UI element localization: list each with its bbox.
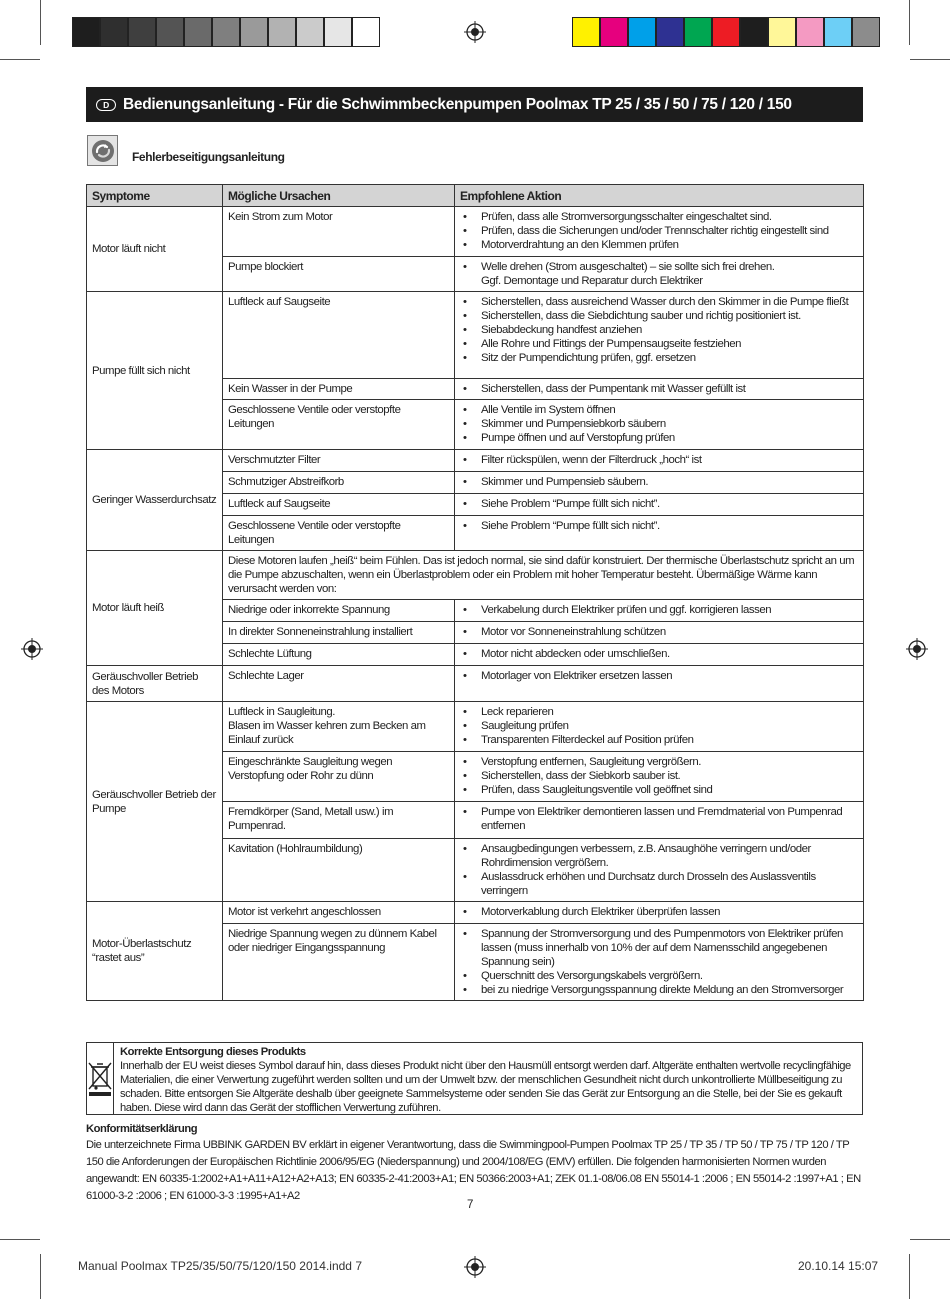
list-item: • Saugleitung prüfen (460, 719, 858, 733)
crop-mark (909, 0, 910, 45)
table-row (87, 207, 864, 257)
list-item: • bei zu niedrige Versorgungsspannung direkte Meldung an den Stromversorger (460, 983, 858, 997)
column-header-actions: Empfohlene Aktion (455, 185, 864, 207)
cause-cell: Niedrige Spannung wegen zu dünnem Kabel oder niedriger Eingangsspannung (223, 924, 455, 1001)
list-item: • Filter rückspülen, wenn der Filterdruck „hoch“ ist (460, 453, 858, 467)
cause-cell: Geschlossene Ventile oder verstopfte Leitungen (223, 400, 455, 450)
section-icon-box (87, 135, 118, 166)
disposal-icon-cell (87, 1043, 114, 1114)
color-patch (628, 17, 656, 47)
footer-date: 20.10.14 15:07 (798, 1259, 879, 1273)
color-patch (352, 17, 380, 47)
color-patch (100, 17, 128, 47)
list-item: • Sitz der Pumpendichtung prüfen, ggf. ersetzen (460, 351, 858, 365)
list-item: • Alle Rohre und Fittings der Pumpensaugseite festziehen (460, 337, 858, 351)
action-list (460, 260, 858, 288)
cause-cell: Verschmutzter Filter (223, 450, 455, 472)
list-item: • Sicherstellen, dass ausreichend Wasser durch den Skimmer in die Pumpe fließt (460, 295, 858, 309)
color-patch (572, 17, 600, 47)
table-row (87, 702, 864, 752)
crop-mark (40, 1254, 41, 1299)
action-cell (455, 644, 864, 666)
action-cell (455, 472, 864, 494)
list-item: • Sicherstellen, dass der Pumpentank mit Wasser gefüllt ist (460, 382, 858, 396)
action-list (460, 603, 858, 617)
column-header-causes: Mögliche Ursachen (223, 185, 455, 207)
conformity-title: Konformitätserklärung (86, 1123, 198, 1135)
action-cell (455, 516, 864, 551)
cause-cell: In direkter Sonneneinstrahlung installiert (223, 622, 455, 644)
section-title: Fehlerbeseitigungsanleitung (132, 150, 285, 164)
registration-mark-icon (906, 638, 928, 660)
color-patch (72, 17, 100, 47)
list-item: • Prüfen, dass alle Stromversorgungsschalter eingeschaltet sind. (460, 210, 858, 224)
symptom-cell: Geräuschvoller Betrieb des Motors (87, 666, 223, 702)
conformity-section (86, 1122, 866, 1205)
list-item: • Siebabdeckung handfest anziehen (460, 323, 858, 337)
color-patch (684, 17, 712, 47)
color-patch (656, 17, 684, 47)
symptom-cell: Pumpe füllt sich nicht (87, 292, 223, 450)
cause-cell: Geschlossene Ventile oder verstopfte Leitungen (223, 516, 455, 551)
crop-mark (910, 1239, 950, 1240)
troubleshooting-table (86, 184, 864, 1001)
table-row (87, 551, 864, 600)
table-header-row (87, 185, 864, 207)
list-item: • Welle drehen (Strom ausgeschaltet) – sie sollte sich frei drehen. Ggf. Demontage und Reparatur durch Elektriker (460, 260, 858, 288)
color-patch (796, 17, 824, 47)
color-patch (268, 17, 296, 47)
action-list (460, 382, 858, 396)
table-body (87, 207, 864, 1001)
list-item: • Siehe Problem “Pumpe füllt sich nicht”. (460, 519, 858, 533)
action-cell (455, 752, 864, 802)
column-header-symptoms: Symptome (87, 185, 223, 207)
cause-cell: Schlechte Lager (223, 666, 455, 702)
list-item: • Ansaugbedingungen verbessern, z.B. Ansaughöhe verringern und/oder Rohrdimension vergrößern. (460, 842, 858, 870)
color-patch (128, 17, 156, 47)
action-list (460, 295, 858, 365)
cause-cell: Pumpe blockiert (223, 257, 455, 292)
table-row (87, 450, 864, 472)
crop-mark (0, 59, 40, 60)
action-cell (455, 924, 864, 1001)
conformity-body: Die unterzeichnete Firma UBBINK GARDEN BV erklärt in eigener Verantwortung, dass die Swimmingpool-Pumpen Poolmax TP 25 / TP 35 / TP 50 / TP 75 / TP 120 / TP 150 die Anforderungen der Europäischen Richtlinie 2006/95/EG (Niederspannung) und 2004/108/EG (EMV) erfüllen. Die folgenden harmonisierten Normen wurden angewandt: EN 60335-1:2002+A1+A11+A12+A2+A13; EN 60335-2-41:2003+A1; EN 50366:2003+A1; ZEK 01.1-08/06.08 EN 55014-1 :2006 ; EN 55014-2 :1997+A1 ; EN 61000-3-2 :2006 ; EN 61000-3-3 :1995+A1+A2 (86, 1139, 861, 1202)
list-item: • Siehe Problem “Pumpe füllt sich nicht”. (460, 497, 858, 511)
color-patch (768, 17, 796, 47)
action-cell (455, 292, 864, 379)
cause-cell: Luftleck auf Saugseite (223, 494, 455, 516)
action-list (460, 647, 858, 661)
list-item: • Alle Ventile im System öffnen (460, 403, 858, 417)
cause-cell: Luftleck auf Saugseite (223, 292, 455, 379)
cause-cell: Niedrige oder inkorrekte Spannung (223, 600, 455, 622)
action-list (460, 453, 858, 467)
color-patch (740, 17, 768, 47)
title-band (86, 87, 863, 122)
action-list (460, 705, 858, 747)
action-list (460, 210, 858, 252)
list-item: • Motorlager von Elektriker ersetzen lassen (460, 669, 858, 683)
cause-cell: Schlechte Lüftung (223, 644, 455, 666)
table-row (87, 666, 864, 702)
symptom-cell: Motor-Überlastschutz “rastet aus” (87, 902, 223, 1001)
disposal-body: Innerhalb der EU weist dieses Symbol darauf hin, dass dieses Produkt nicht über den Hausmüll entsorgt werden darf. Altgeräte enthalten wertvolle recyclingfähige Materialien, die einer Verwertung zugeführt werden sollten und um der Umwelt bzw. der menschlichen Gesundheit nicht durch unkontrollierte Müllbeseitigung zu schaden. Bitte entsorgen Sie Altgeräte deshalb über geeignete Sammelsysteme oder senden Sie das Gerät zur Entsorgung an die Stelle, bei der Sie es gekauft haben. Diese wird dann das Gerät der stofflichen Verwertung zuführen. (120, 1060, 851, 1114)
crossed-bin-icon (87, 1061, 113, 1097)
list-item: • Prüfen, dass Saugleitungsventile voll geöffnet sind (460, 783, 858, 797)
list-item: • Verstopfung entfernen, Saugleitung vergrößern. (460, 755, 858, 769)
action-list (460, 805, 858, 833)
color-patch (824, 17, 852, 47)
action-cell (455, 802, 864, 839)
action-cell (455, 902, 864, 924)
action-cell (455, 702, 864, 752)
registration-mark-icon (464, 1256, 486, 1278)
list-item: • Skimmer und Pumpensiebkorb säubern (460, 417, 858, 431)
action-list (460, 497, 858, 511)
symptom-cell: Motor läuft nicht (87, 207, 223, 292)
cause-cell: Eingeschränkte Saugleitung wegen Verstopfung oder Rohr zu dünn (223, 752, 455, 802)
crop-mark (910, 59, 950, 60)
disposal-text (114, 1043, 862, 1114)
action-cell (455, 400, 864, 450)
list-item: • Verkabelung durch Elektriker prüfen und ggf. korrigieren lassen (460, 603, 858, 617)
crop-mark (909, 1254, 910, 1299)
cause-cell: Luftleck in Saugleitung. Blasen im Wasser kehren zum Becken am Einlauf zurück (223, 702, 455, 752)
action-cell (455, 207, 864, 257)
page-title: Bedienungsanleitung - Für die Schwimmbeckenpumpen Poolmax TP 25 / 35 / 50 / 75 / 120 / 150 (123, 95, 792, 113)
action-list (460, 842, 858, 898)
language-badge: D (96, 99, 116, 111)
list-item: • Pumpe von Elektriker demontieren lassen und Fremdmaterial von Pumpenrad entfernen (460, 805, 858, 833)
cause-cell: Schmutziger Abstreifkorb (223, 472, 455, 494)
color-patch (852, 17, 880, 47)
cause-cell: Kavitation (Hohlraumbildung) (223, 839, 455, 902)
color-patch (712, 17, 740, 47)
list-item: • Sicherstellen, dass die Siebdichtung sauber und richtig positioniert ist. (460, 309, 858, 323)
disposal-box (86, 1042, 863, 1115)
cause-cell: Kein Wasser in der Pumpe (223, 379, 455, 400)
action-cell (455, 839, 864, 902)
crop-mark (40, 0, 41, 45)
action-list (460, 519, 858, 533)
symptom-cell: Motor läuft heiß (87, 551, 223, 666)
disposal-title: Korrekte Entsorgung dieses Produkts (120, 1046, 306, 1058)
page-number: 7 (467, 1199, 474, 1211)
action-cell (455, 666, 864, 702)
list-item: • Spannung der Stromversorgung und des Pumpenmotors von Elektriker prüfen lassen (muss innerhalb von 10% der auf dem Namensschild angegebenen Spannung sein) (460, 927, 858, 969)
action-list (460, 905, 858, 919)
action-list (460, 403, 858, 445)
refresh-icon (90, 138, 116, 164)
color-patch (296, 17, 324, 47)
registration-mark-icon (21, 638, 43, 660)
color-patch (600, 17, 628, 47)
table-row (87, 292, 864, 379)
cause-cell: Motor ist verkehrt angeschlossen (223, 902, 455, 924)
footer-file-name: Manual Poolmax TP25/35/50/75/120/150 2014.indd 7 (78, 1259, 362, 1273)
symptom-cell: Geringer Wasserdurchsatz (87, 450, 223, 551)
action-list (460, 755, 858, 797)
action-cell (455, 379, 864, 400)
color-patch (184, 17, 212, 47)
action-list (460, 625, 858, 639)
list-item: • Motor vor Sonneneinstrahlung schützen (460, 625, 858, 639)
color-patch (324, 17, 352, 47)
color-patch (212, 17, 240, 47)
action-cell (455, 450, 864, 472)
list-item: • Prüfen, dass die Sicherungen und/oder Trennschalter richtig eingestellt sind (460, 224, 858, 238)
action-cell (455, 622, 864, 644)
action-cell (455, 494, 864, 516)
action-cell (455, 600, 864, 622)
list-item: • Pumpe öffnen und auf Verstopfung prüfen (460, 431, 858, 445)
list-item: • Auslassdruck erhöhen und Durchsatz durch Drosseln des Auslassventils verringern (460, 870, 858, 898)
action-list (460, 927, 858, 997)
list-item: • Motorverkablung durch Elektriker überprüfen lassen (460, 905, 858, 919)
list-item: • Skimmer und Pumpensieb säubern. (460, 475, 858, 489)
action-list (460, 475, 858, 489)
symptom-note: Diese Motoren laufen „heiß“ beim Fühlen. Das ist jedoch normal, sie sind dafür konstruiert. Der thermische Überlastschutz spricht an um die Pumpe abzuschalten, wenn ein Überlastproblem oder ein Problem mit hoher Temperatur besteht. Übermäßige Wärme kann verursacht werden von: (223, 551, 864, 600)
list-item: • Sicherstellen, dass der Siebkorb sauber ist. (460, 769, 858, 783)
cause-cell: Fremdkörper (Sand, Metall usw.) im Pumpenrad. (223, 802, 455, 839)
color-patch (240, 17, 268, 47)
list-item: • Transparenten Filterdeckel auf Position prüfen (460, 733, 858, 747)
crop-mark (0, 1239, 40, 1240)
action-list (460, 669, 858, 683)
action-cell (455, 257, 864, 292)
table-row (87, 902, 864, 924)
symptom-cell: Geräuschvoller Betrieb der Pumpe (87, 702, 223, 902)
list-item: • Motorverdrahtung an den Klemmen prüfen (460, 238, 858, 252)
list-item: • Motor nicht abdecken oder umschließen. (460, 647, 858, 661)
registration-mark-icon (464, 21, 486, 43)
cause-cell: Kein Strom zum Motor (223, 207, 455, 257)
color-patch (156, 17, 184, 47)
list-item: • Querschnitt des Versorgungskabels vergrößern. (460, 969, 858, 983)
list-item: • Leck reparieren (460, 705, 858, 719)
